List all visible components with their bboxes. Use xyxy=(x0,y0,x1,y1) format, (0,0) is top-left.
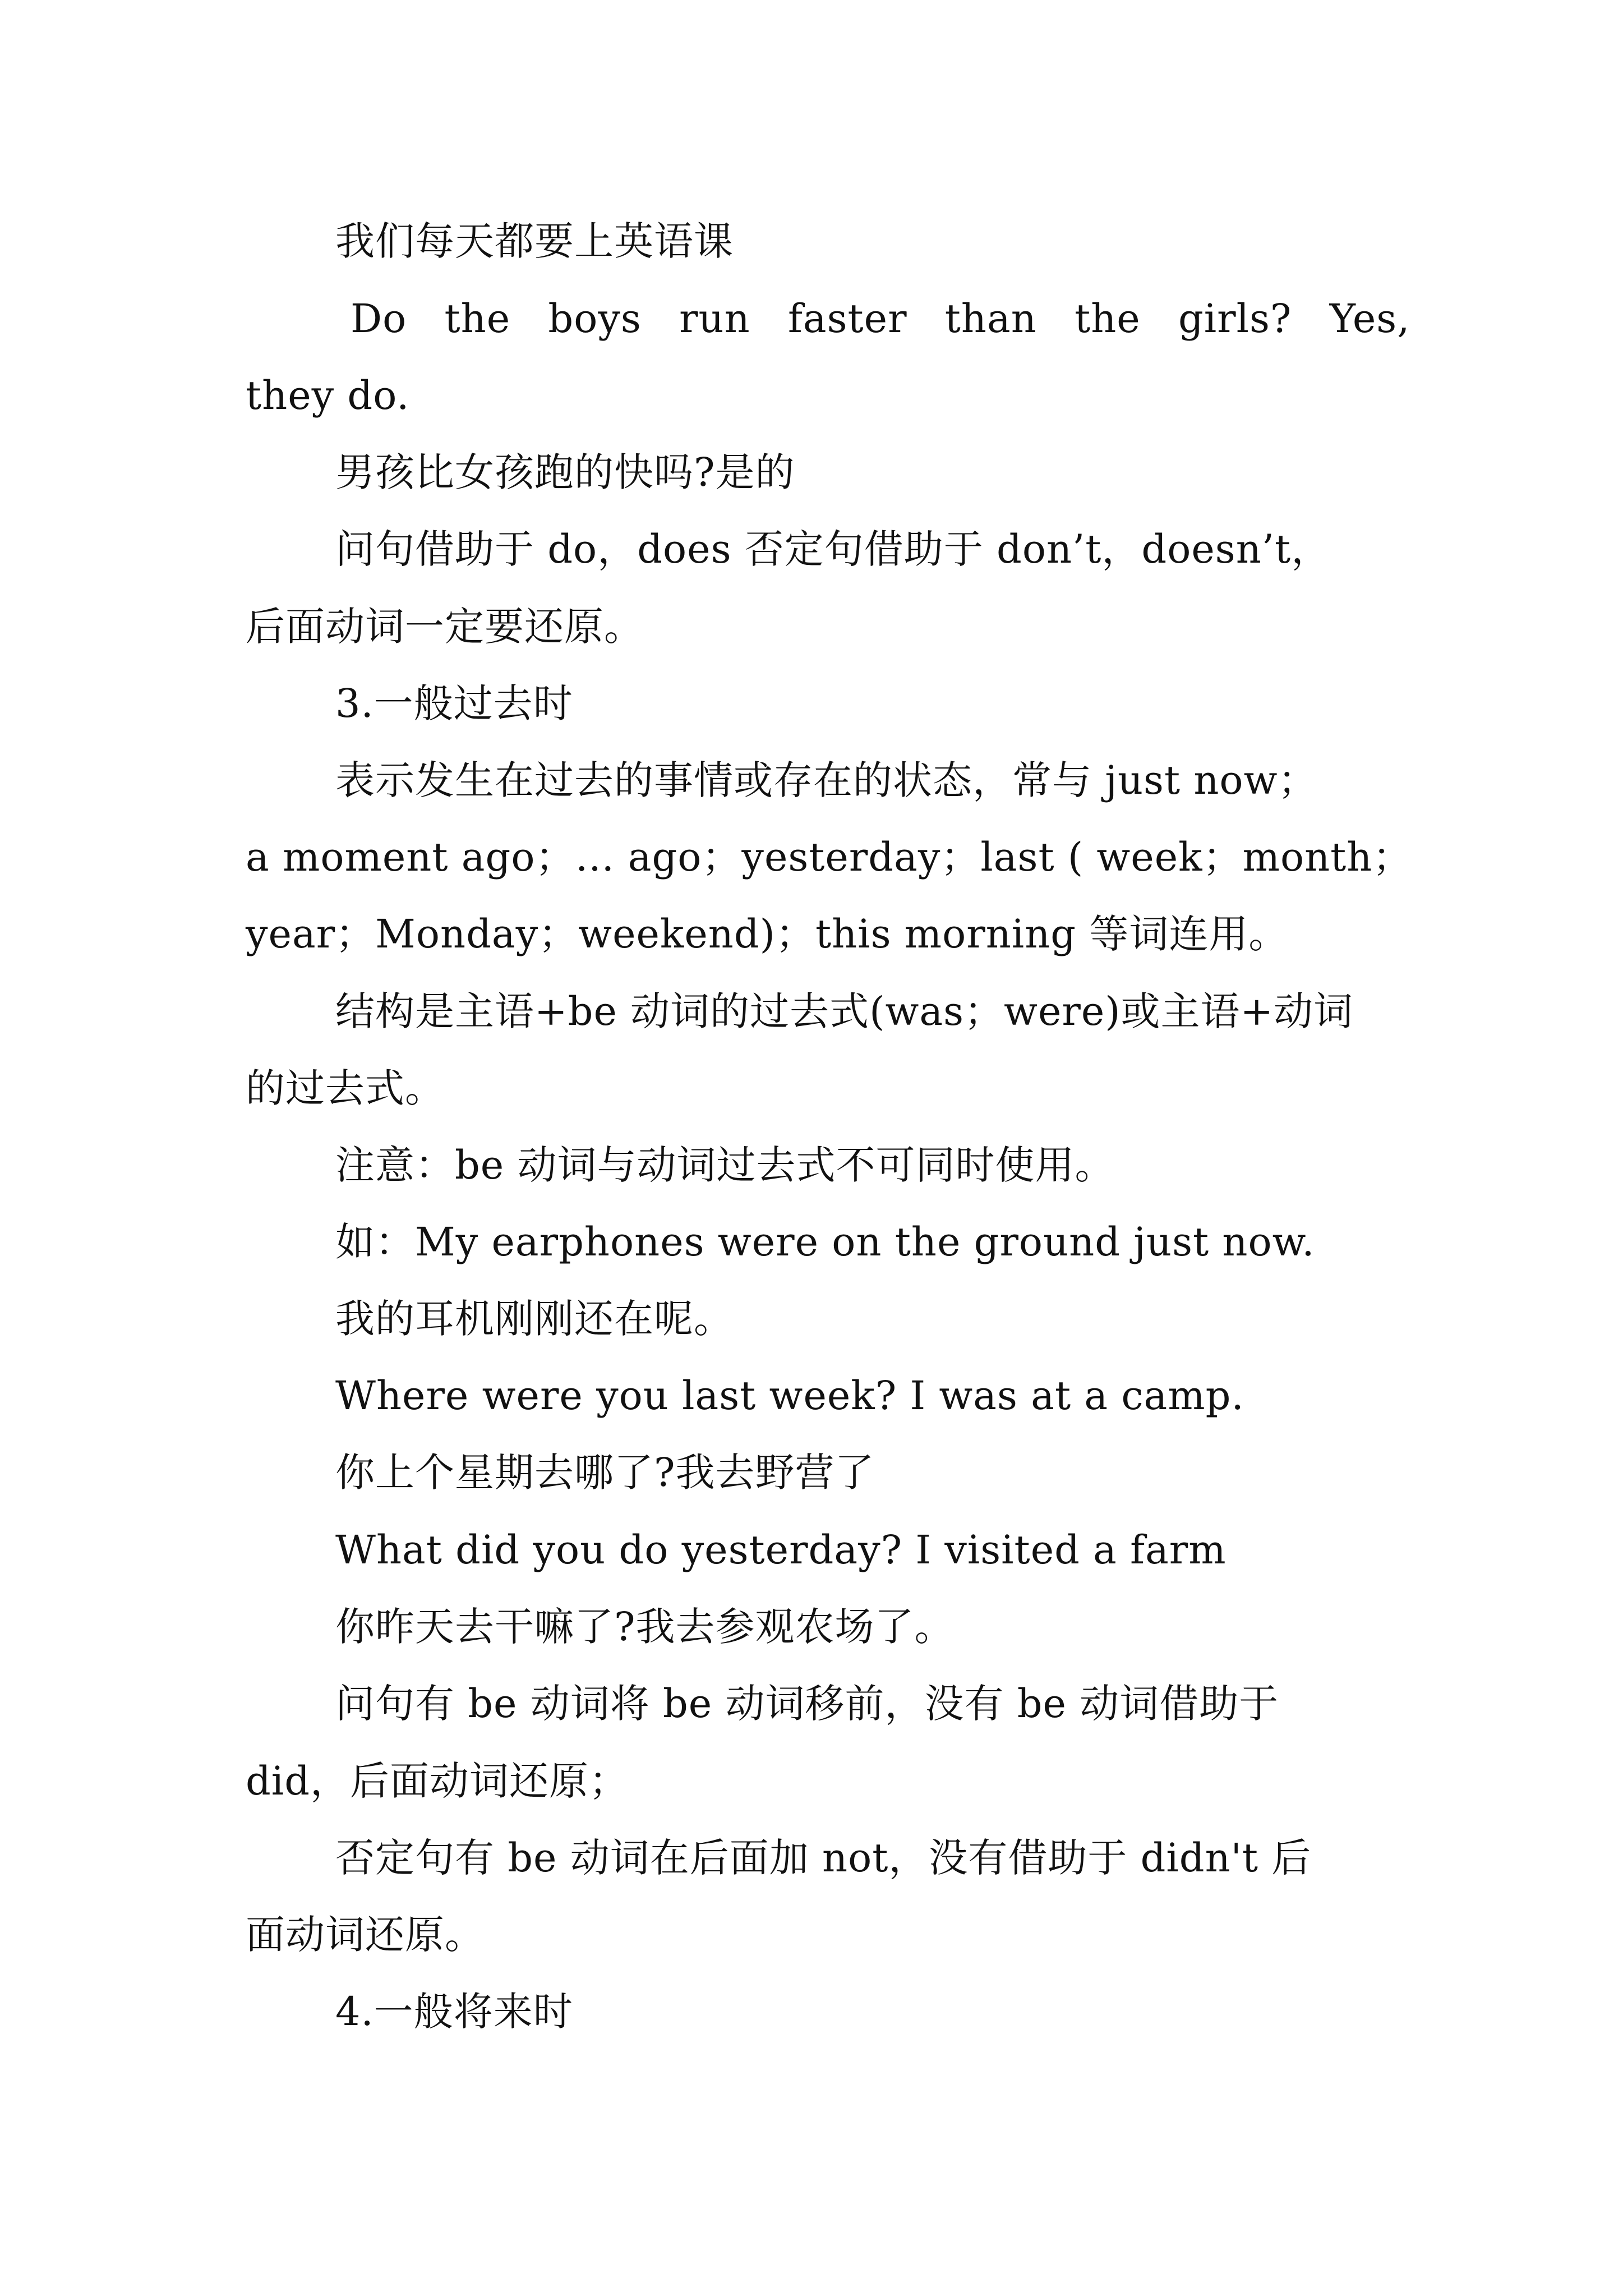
text-line: Do the boys run faster than the girls? Yes, xyxy=(351,296,1410,342)
text-line: 结构是主语+be 动词的过去式(was；were)或主语+动词 xyxy=(335,988,1354,1034)
text-line: year；Monday；weekend)；this morning 等词连用。 xyxy=(246,911,1289,957)
example-line: What did you do yesterday? I visited a farm xyxy=(335,1527,1227,1573)
example-line: 如：My earphones were on the ground just now. xyxy=(335,1219,1315,1265)
text-line: a moment ago；… ago；yesterday；last ( week；month； xyxy=(246,834,1413,880)
text-line: 注意：be 动词与动词过去式不可同时使用。 xyxy=(335,1142,1115,1188)
text-line: 后面动词一定要还原。 xyxy=(246,604,644,650)
text-line: 否定句有 be 动词在后面加 not，没有借助于 didn't 后 xyxy=(335,1835,1312,1881)
text-line: 问句借助于 do，does 否定句借助于 don’t，doesn’t， xyxy=(335,526,1331,572)
text-line: 的过去式。 xyxy=(246,1065,445,1111)
text-line: 男孩比女孩跑的快吗?是的 xyxy=(335,449,795,495)
translation-line: 你上个星期去哪了?我去野营了 xyxy=(335,1450,875,1496)
text-line: 面动词还原。 xyxy=(246,1912,485,1958)
section-heading: 4.一般将来时 xyxy=(335,1989,573,2035)
text-line: 表示发生在过去的事情或存在的状态，常与 just now； xyxy=(335,757,1318,803)
text-line: did，后面动词还原； xyxy=(246,1758,629,1804)
text-line: they do. xyxy=(246,372,410,418)
translation-line: 我的耳机刚刚还在呢。 xyxy=(335,1296,734,1342)
text-line: 问句有 be 动词将 be 动词移前，没有 be 动词借助于 xyxy=(335,1681,1279,1727)
text-line: 我们每天都要上英语课 xyxy=(335,218,734,264)
translation-line: 你昨天去干嘛了?我去参观农场了。 xyxy=(335,1604,955,1650)
example-line: Where were you last week? I was at a camp. xyxy=(335,1373,1244,1419)
section-heading: 3.一般过去时 xyxy=(335,680,573,726)
